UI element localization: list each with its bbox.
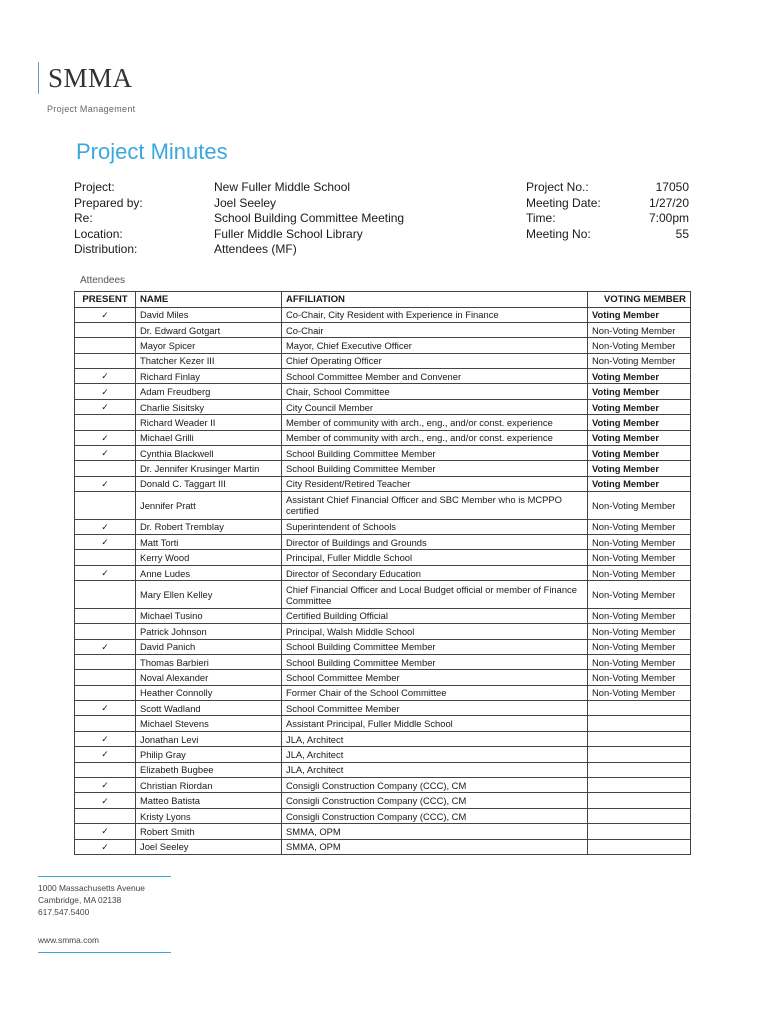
affiliation-cell: School Building Committee Member [282,639,588,654]
name-cell: Kristy Lyons [136,808,282,823]
affiliation-cell: SMMA, OPM [282,824,588,839]
table-row [75,808,691,823]
table-row [75,716,691,731]
affiliation-cell: Co-Chair, City Resident with Experience in Finance [282,307,588,322]
voting-cell: Non-Voting Member [588,550,691,565]
attendees-caption: Attendees [80,275,126,286]
name-cell: Donald C. Taggart III [136,476,282,491]
voting-cell [588,824,691,839]
name-cell: Michael Tusino [136,608,282,623]
present-cell [75,670,136,685]
attendees-table-body [75,307,691,855]
voting-cell: Non-Voting Member [588,639,691,654]
meta-right-label: Time: [526,211,556,225]
name-cell: Patrick Johnson [136,624,282,639]
affiliation-cell: Consigli Construction Company (CCC), CM [282,793,588,808]
checkmark-icon: ✓ [101,402,109,413]
affiliation-cell: JLA, Architect [282,747,588,762]
header-present: PRESENT [75,292,136,308]
voting-cell: Non-Voting Member [588,322,691,337]
present-cell [75,685,136,700]
present-cell [75,519,136,534]
name-cell: Thatcher Kezer III [136,353,282,368]
name-cell: Heather Connolly [136,685,282,700]
checkmark-icon: ✓ [101,309,109,320]
table-row [75,701,691,716]
table-row [75,369,691,384]
meta-right-value: 55 [675,226,689,241]
affiliation-cell: Member of community with arch., eng., and/or const. experience [282,430,588,445]
name-cell: Mayor Spicer [136,338,282,353]
voting-cell: Non-Voting Member [588,535,691,550]
checkmark-icon: ✓ [101,703,109,714]
name-cell: Richard Finlay [136,369,282,384]
checkmark-icon: ✓ [101,448,109,459]
meta-right-label: Meeting Date: [526,195,601,210]
present-cell [75,322,136,337]
meta-labels [74,180,143,258]
footer-address [38,882,145,918]
attendees-table [74,291,691,855]
table-row [75,839,691,854]
name-cell: Elizabeth Bugbee [136,762,282,777]
name-cell: Scott Wadland [136,701,282,716]
table-row [75,747,691,762]
name-cell: Robert Smith [136,824,282,839]
voting-cell: Non-Voting Member [588,581,691,609]
present-cell [75,446,136,461]
header-name: NAME [136,292,282,308]
present-cell [75,353,136,368]
present-cell [75,581,136,609]
present-cell [75,716,136,731]
table-row [75,793,691,808]
table-row [75,565,691,580]
affiliation-cell: Certified Building Official [282,608,588,623]
footer-divider-top [38,876,171,877]
table-row [75,415,691,430]
affiliation-cell: Superintendent of Schools [282,519,588,534]
checkmark-icon: ✓ [101,841,109,852]
name-cell: Philip Gray [136,747,282,762]
name-cell: Thomas Barbieri [136,654,282,669]
present-cell [75,461,136,476]
affiliation-cell: Co-Chair [282,322,588,337]
table-row [75,550,691,565]
meta-right-labels [526,180,601,242]
affiliation-cell: Member of community with arch., eng., and/or const. experience [282,415,588,430]
present-cell [75,384,136,399]
meta-label: Location: [74,226,123,241]
name-cell: Michael Stevens [136,716,282,731]
affiliation-cell: JLA, Architect [282,762,588,777]
table-row [75,461,691,476]
footer-website: www.smma.com [38,935,99,945]
affiliation-cell: Chief Financial Officer and Local Budget official or member of Finance Committee [282,581,588,609]
present-cell [75,338,136,353]
meta-right-label: Project No.: [526,180,589,194]
table-row [75,384,691,399]
present-cell [75,701,136,716]
present-cell [75,369,136,384]
table-row [75,608,691,623]
voting-cell: Voting Member [588,430,691,445]
present-cell [75,492,136,520]
affiliation-cell: School Building Committee Member [282,461,588,476]
affiliation-cell: Assistant Principal, Fuller Middle School [282,716,588,731]
voting-cell: Voting Member [588,384,691,399]
checkmark-icon: ✓ [101,641,109,652]
present-cell [75,399,136,414]
present-cell [75,793,136,808]
present-cell [75,762,136,777]
voting-cell [588,731,691,746]
present-cell [75,415,136,430]
affiliation-cell: City Council Member [282,399,588,414]
checkmark-icon: ✓ [101,371,109,382]
affiliation-cell: School Committee Member [282,670,588,685]
name-cell: Jonathan Levi [136,731,282,746]
footer-divider-bottom [38,952,171,953]
present-cell [75,778,136,793]
checkmark-icon: ✓ [101,795,109,806]
affiliation-cell: School Building Committee Member [282,654,588,669]
table-header-row [75,292,691,308]
table-row [75,399,691,414]
affiliation-cell: Mayor, Chief Executive Officer [282,338,588,353]
table-row [75,824,691,839]
voting-cell [588,747,691,762]
checkmark-icon: ✓ [101,568,109,579]
table-row [75,778,691,793]
name-cell: Cynthia Blackwell [136,446,282,461]
name-cell: Anne Ludes [136,565,282,580]
name-cell: Charlie Sisitsky [136,399,282,414]
name-cell: Michael Grilli [136,430,282,445]
smma-logo [38,62,133,94]
table-row [75,430,691,445]
present-cell [75,535,136,550]
voting-cell: Voting Member [588,446,691,461]
checkmark-icon: ✓ [101,478,109,489]
affiliation-cell: Consigli Construction Company (CCC), CM [282,778,588,793]
name-cell: Dr. Edward Gotgart [136,322,282,337]
name-cell: Richard Weader II [136,415,282,430]
voting-cell: Non-Voting Member [588,338,691,353]
meta-right-label: Meeting No: [526,226,591,241]
checkmark-icon: ✓ [101,780,109,791]
table-row [75,492,691,520]
present-cell [75,639,136,654]
meta-label: Prepared by: [74,195,143,210]
voting-cell: Non-Voting Member [588,565,691,580]
meta-right-value: 1/27/20 [648,195,689,210]
name-cell: Matt Torti [136,535,282,550]
affiliation-cell: Director of Buildings and Grounds [282,535,588,550]
footer-address-line: 617.547.5400 [38,907,90,917]
voting-cell [588,839,691,854]
name-cell: Jennifer Pratt [136,492,282,520]
footer-address-line: 1000 Massachusetts Avenue [38,883,145,893]
voting-cell: Voting Member [588,476,691,491]
header-affiliation: AFFILIATION [282,292,588,308]
name-cell: Noval Alexander [136,670,282,685]
voting-cell: Non-Voting Member [588,685,691,700]
voting-cell [588,808,691,823]
meta-value: Attendees (MF) [214,242,297,256]
checkmark-icon: ✓ [101,386,109,397]
checkmark-icon: ✓ [101,734,109,745]
table-row [75,639,691,654]
name-cell: Adam Freudberg [136,384,282,399]
voting-cell [588,778,691,793]
name-cell: Joel Seeley [136,839,282,854]
affiliation-cell: School Committee Member and Convener [282,369,588,384]
checkmark-icon: ✓ [101,749,109,760]
table-row [75,519,691,534]
table-row [75,581,691,609]
header-voting-member: VOTING MEMBER [588,292,691,308]
affiliation-cell: Director of Secondary Education [282,565,588,580]
logo-wordmark: SMMA [48,63,133,93]
present-cell [75,608,136,623]
present-cell [75,565,136,580]
affiliation-cell: School Committee Member [282,701,588,716]
meta-label: Re: [74,211,93,225]
table-row [75,322,691,337]
voting-cell: Non-Voting Member [588,670,691,685]
affiliation-cell: Principal, Fuller Middle School [282,550,588,565]
present-cell [75,839,136,854]
present-cell [75,824,136,839]
name-cell: Matteo Batista [136,793,282,808]
voting-cell [588,701,691,716]
present-cell [75,808,136,823]
meta-label: Project: [74,180,115,194]
checkmark-icon: ✓ [101,537,109,548]
voting-cell [588,762,691,777]
present-cell [75,624,136,639]
page-title: Project Minutes [76,139,228,164]
table-row [75,762,691,777]
voting-cell: Non-Voting Member [588,492,691,520]
affiliation-cell: Chief Operating Officer [282,353,588,368]
meta-value: New Fuller Middle School [214,180,351,194]
meta-value: School Building Committee Meeting [214,211,405,225]
affiliation-cell: SMMA, OPM [282,839,588,854]
table-row [75,338,691,353]
voting-cell: Non-Voting Member [588,608,691,623]
meta-right-value: 7:00pm [648,211,689,225]
present-cell [75,307,136,322]
voting-cell: Voting Member [588,415,691,430]
meta-label: Distribution: [74,242,138,256]
present-cell [75,430,136,445]
table-row [75,535,691,550]
name-cell: David Panich [136,639,282,654]
checkmark-icon: ✓ [101,521,109,532]
voting-cell: Voting Member [588,399,691,414]
footer-address-line: Cambridge, MA 02138 [38,895,122,905]
checkmark-icon: ✓ [101,826,109,837]
name-cell: Christian Riordan [136,778,282,793]
table-row [75,476,691,491]
table-row [75,353,691,368]
table-row [75,685,691,700]
checkmark-icon: ✓ [101,432,109,443]
voting-cell [588,716,691,731]
voting-cell: Voting Member [588,461,691,476]
affiliation-cell: School Building Committee Member [282,446,588,461]
name-cell: Mary Ellen Kelley [136,581,282,609]
logo-subtitle: Project Management [47,104,136,114]
voting-cell: Voting Member [588,307,691,322]
affiliation-cell: Consigli Construction Company (CCC), CM [282,808,588,823]
affiliation-cell: JLA, Architect [282,731,588,746]
meta-value: Joel Seeley [214,195,277,210]
meta-values [214,180,404,258]
meta-value: Fuller Middle School Library [214,226,363,241]
present-cell [75,654,136,669]
table-row [75,624,691,639]
affiliation-cell: Former Chair of the School Committee [282,685,588,700]
name-cell: Dr. Robert Tremblay [136,519,282,534]
table-row [75,731,691,746]
voting-cell: Voting Member [588,369,691,384]
affiliation-cell: Principal, Walsh Middle School [282,624,588,639]
meta-right-value: 17050 [655,180,689,194]
name-cell: Kerry Wood [136,550,282,565]
table-row [75,307,691,322]
meta-right-values [600,180,689,242]
present-cell [75,747,136,762]
present-cell [75,731,136,746]
table-row [75,654,691,669]
affiliation-cell: Assistant Chief Financial Officer and SBC Member who is MCPPO certified [282,492,588,520]
voting-cell: Non-Voting Member [588,519,691,534]
affiliation-cell: Chair, School Committee [282,384,588,399]
table-row [75,446,691,461]
present-cell [75,476,136,491]
affiliation-cell: City Resident/Retired Teacher [282,476,588,491]
name-cell: Dr. Jennifer Krusinger Martin [136,461,282,476]
voting-cell: Non-Voting Member [588,654,691,669]
voting-cell [588,793,691,808]
table-row [75,670,691,685]
name-cell: David Miles [136,307,282,322]
voting-cell: Non-Voting Member [588,353,691,368]
present-cell [75,550,136,565]
voting-cell: Non-Voting Member [588,624,691,639]
